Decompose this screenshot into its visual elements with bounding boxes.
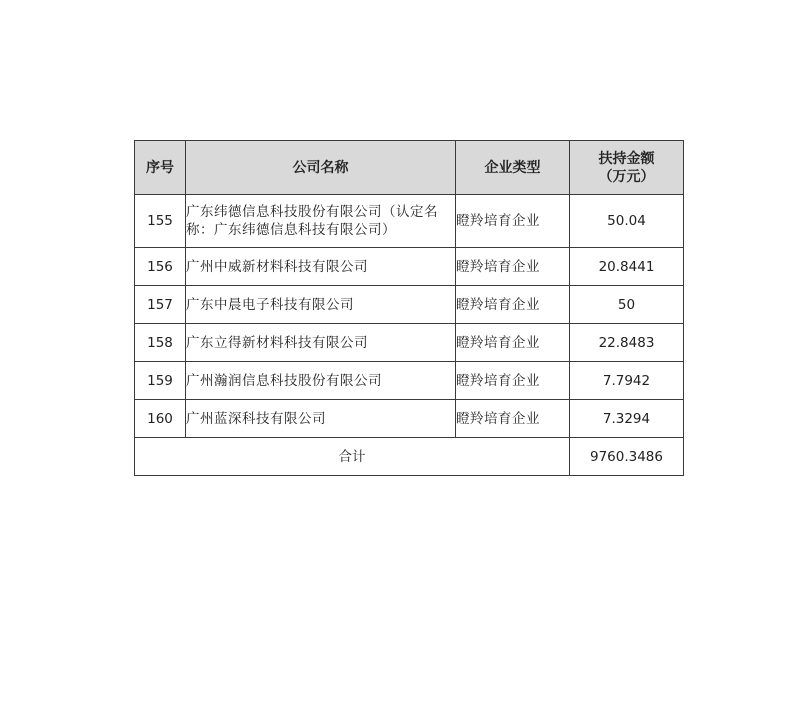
- total-amount: 9760.3486: [570, 438, 684, 476]
- row-seq: 155: [135, 195, 186, 248]
- total-row: [135, 438, 684, 476]
- header-type: 企业类型: [456, 141, 570, 195]
- row-type: 瞪羚培育企业: [456, 195, 570, 248]
- row-amount: 50.04: [570, 195, 684, 248]
- total-label: 合计: [135, 438, 570, 476]
- row-seq: 158: [135, 324, 186, 362]
- row-amount: 20.8441: [570, 248, 684, 286]
- row-amount: 7.7942: [570, 362, 684, 400]
- row-amount: 7.3294: [570, 400, 684, 438]
- row-type: 瞪羚培育企业: [456, 286, 570, 324]
- row-amount: 22.8483: [570, 324, 684, 362]
- row-type: 瞪羚培育企业: [456, 400, 570, 438]
- row-type: 瞪羚培育企业: [456, 362, 570, 400]
- header-amount: [570, 141, 684, 195]
- row-company: 广东中晨电子科技有限公司: [186, 286, 456, 324]
- row-seq: 156: [135, 248, 186, 286]
- row-company: 广州瀚润信息科技股份有限公司: [186, 362, 456, 400]
- row-company: 广东立得新材料科技有限公司: [186, 324, 456, 362]
- row-seq: 159: [135, 362, 186, 400]
- table-row: [135, 286, 684, 324]
- table-row: [135, 248, 684, 286]
- row-seq: 157: [135, 286, 186, 324]
- table-row: [135, 400, 684, 438]
- row-amount: 50: [570, 286, 684, 324]
- row-company: 广州中威新材料科技有限公司: [186, 248, 456, 286]
- table-row: [135, 195, 684, 248]
- table-row: [135, 362, 684, 400]
- funding-table: [134, 140, 684, 476]
- header-seq: 序号: [135, 141, 186, 195]
- row-seq: 160: [135, 400, 186, 438]
- header-amount-line2: （万元）: [598, 168, 655, 185]
- header-amount-line1: 扶持金额: [598, 150, 655, 167]
- row-type: 瞪羚培育企业: [456, 248, 570, 286]
- row-company: 广东纬德信息科技股份有限公司（认定名称：广东纬德信息科技有限公司）: [186, 195, 456, 248]
- header-company: 公司名称: [186, 141, 456, 195]
- row-company: 广州蓝深科技有限公司: [186, 400, 456, 438]
- row-type: 瞪羚培育企业: [456, 324, 570, 362]
- table-header-row: [135, 141, 684, 195]
- table-row: [135, 324, 684, 362]
